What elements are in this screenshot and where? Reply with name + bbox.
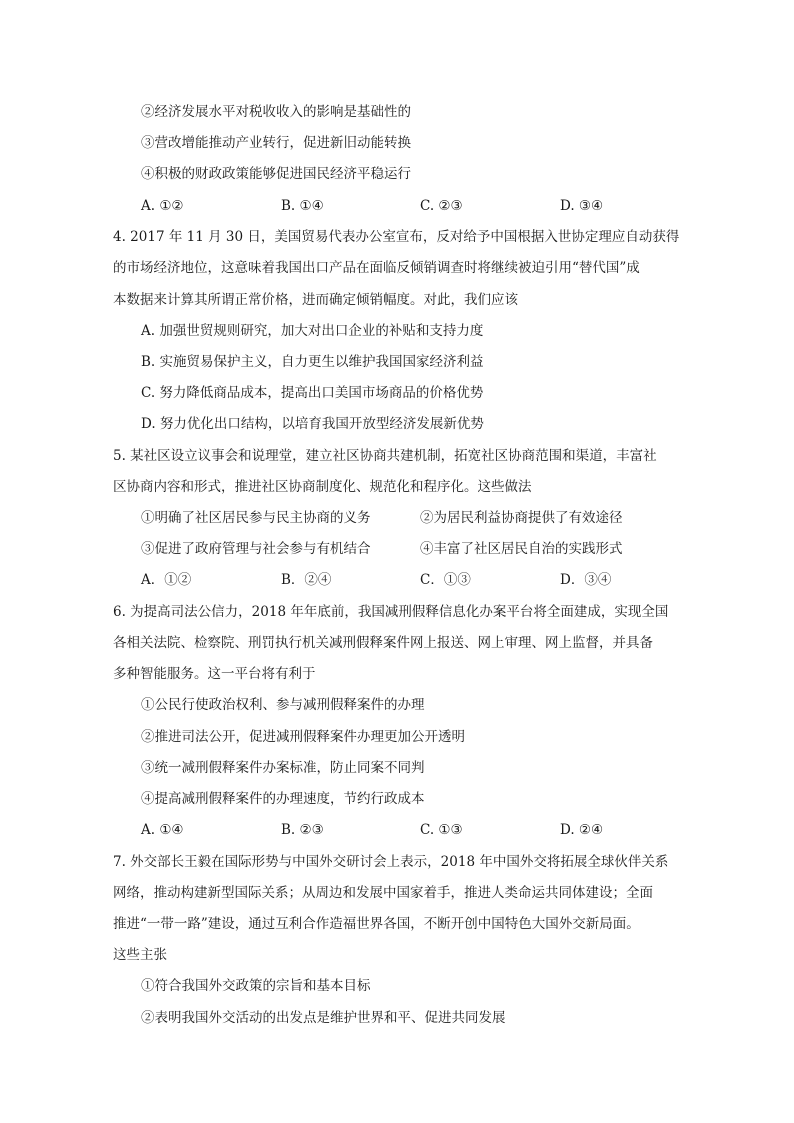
q6-item-3: ③统一减刑假释案件办案标准，防止同案不同判 xyxy=(141,760,425,776)
q6-stem-line-1: 6. 为提高司法公信力，2018 年年底前，我国减刑假释信息化办案平台将全面建成，实现全国 xyxy=(113,604,669,620)
q5-stem-line-2: 区协商内容和形式，推进社区协商制度化、规范化和程序化。这些做法 xyxy=(113,479,532,495)
q6-item-4: ④提高减刑假释案件的办理速度，节约行政成本 xyxy=(141,791,425,807)
q5-option-c: C．①③ xyxy=(420,572,471,588)
q7-item-2: ②表明我国外交活动的出发点是维护世界和平、促进共同发展 xyxy=(141,1010,506,1026)
q6-item-1: ①公民行使政治权利、参与减刑假释案件的办理 xyxy=(141,697,425,713)
q5-stem-line-1: 5. 某社区设立议事会和说理堂，建立社区协商共建机制，拓宽社区协商范围和渠道，丰富社 xyxy=(113,448,657,464)
q6-stem-line-3: 多种智能服务。这一平台将有利于 xyxy=(113,666,316,682)
q6-stem-line-2: 各相关法院、检察院、刑罚执行机关减刑假释案件网上报送、网上审理、网上监督，并具备 xyxy=(113,635,653,651)
q3-item-4: ④积极的财政政策能够促进国民经济平稳运行 xyxy=(141,166,411,182)
q7-stem-line-1: 7. 外交部长王毅在国际形势与中国外交研讨会上表示，2018 年中国外交将拓展全球伙伴关系 xyxy=(113,854,669,870)
q7-stem-line-3: 推进“一带一路”建设，通过互利合作造福世界各国，不断开创中国特色大国外交新局面。 xyxy=(113,916,640,932)
q3-item-2: ②经济发展水平对税收收入的影响是基础性的 xyxy=(141,104,411,120)
q7-stem-line-2: 网络，推动构建新型国际关系；从周边和发展中国家着手，推进人类命运共同体建设；全面 xyxy=(113,885,653,901)
q6-item-2: ②推进司法公开，促进减刑假释案件办理更加公开透明 xyxy=(141,729,465,745)
q3-option-b: B. ①④ xyxy=(281,198,324,214)
q5-option-b: B．②④ xyxy=(281,572,332,588)
q4-choice-d: D. 努力优化出口结构，以培育我国开放型经济发展新优势 xyxy=(141,416,484,432)
q4-choice-c: C. 努力降低商品成本，提高出口美国市场商品的价格优势 xyxy=(141,385,484,401)
q4-stem-line-3: 本数据来计算其所谓正常价格，进而确定倾销幅度。对此，我们应该 xyxy=(113,292,518,308)
q5-option-d: D．③④ xyxy=(560,572,612,588)
q4-stem-line-2: 的市场经济地位，这意味着我国出口产品在面临反倾销调查时将继续被迫引用“替代国”成 xyxy=(113,260,640,276)
q4-stem-line-1: 4. 2017 年 11 月 30 日，美国贸易代表办公室宣布，反对给予中国根据入世协定理应自动获得 xyxy=(113,229,680,245)
q6-option-b: B. ②③ xyxy=(281,822,324,838)
q6-option-a: A. ①④ xyxy=(141,822,184,838)
q3-option-a: A. ①② xyxy=(141,198,184,214)
q7-stem-line-4: 这些主张 xyxy=(113,947,167,963)
q6-option-d: D. ②④ xyxy=(560,822,604,838)
q5-item-1: ①明确了社区居民参与民主协商的义务 xyxy=(141,510,371,526)
q5-item-4: ④丰富了社区居民自治的实践形式 xyxy=(420,541,623,557)
q5-item-2: ②为居民利益协商提供了有效途径 xyxy=(420,510,623,526)
q6-option-c: C. ①③ xyxy=(420,822,463,838)
q7-item-1: ①符合我国外交政策的宗旨和基本目标 xyxy=(141,978,371,994)
q5-option-a: A．①② xyxy=(141,572,192,588)
q4-choice-b: B. 实施贸易保护主义，自力更生以维护我国国家经济利益 xyxy=(141,354,484,370)
q3-option-d: D. ③④ xyxy=(560,198,604,214)
q3-option-c: C. ②③ xyxy=(420,198,463,214)
q4-choice-a: A. 加强世贸规则研究，加大对出口企业的补贴和支持力度 xyxy=(141,323,484,339)
q3-item-3: ③营改增能推动产业转行，促进新旧动能转换 xyxy=(141,135,411,151)
q5-item-3: ③促进了政府管理与社会参与有机结合 xyxy=(141,541,371,557)
